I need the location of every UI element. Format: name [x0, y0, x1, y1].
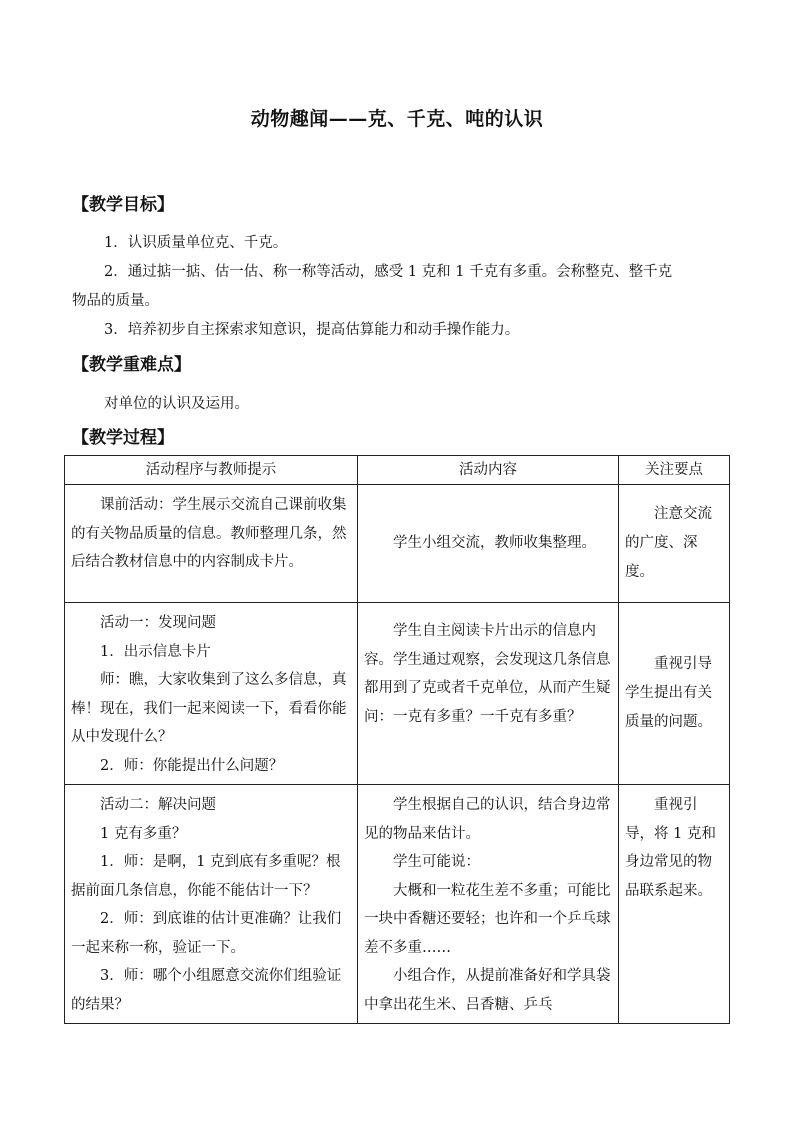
- procedure-cell: [65, 603, 358, 785]
- cell-text: 师：瞧，大家收集到了这么多信息，真棒！现在，我们一起来阅读一下，看看你能从中发现什么？: [71, 672, 347, 745]
- cell-text: 2．师：到底谁的估计更准确？让我们一起来称一称，验证一下。: [71, 911, 342, 956]
- cell-text: 学生小组交流，教师收集整理。: [393, 535, 596, 551]
- cell-text: 学生自主阅读卡片出示的信息内容。学生通过观察，会发现这几条信息都用到了克或者千克单位，从而产生疑问：一克有多重？一千克有多重？: [364, 623, 611, 725]
- content-cell: [358, 603, 619, 785]
- table-header-row: [65, 456, 730, 485]
- cell-text: 大概和一粒花生差不多重；可能比一块中香糖还要轻；也许和一个乒乓球差不多重……: [364, 882, 611, 956]
- cell-text: 3．师：哪个小组愿意交流你们组验证的结果？: [71, 968, 342, 1013]
- goals-heading: 【教学目标】: [72, 195, 174, 215]
- key-points-heading: 【教学重难点】: [72, 355, 191, 375]
- goal-item: 2．通过掂一掂、估一估、称一称等活动，感受 1 克和 1 千克有多重。会称整克、整千克: [104, 264, 673, 280]
- goal-item: 3．培养初步自主探索求知意识，提高估算能力和动手操作能力。: [104, 322, 520, 338]
- cell-text: 活动一：发现问题: [100, 615, 216, 631]
- cell-text: 2．师：你能提出什么问题？: [100, 757, 284, 774]
- table-row: [65, 485, 730, 603]
- cell-text: 1 克有多重？: [100, 825, 187, 842]
- focus-cell: [619, 785, 730, 1024]
- cell-text: 学生根据自己的认识，结合身边常见的物品来估计。: [364, 797, 611, 842]
- cell-text: 重视引导学生提出有关质量的问题。: [625, 656, 712, 730]
- header-activity-procedure: 活动程序与教师提示: [65, 456, 358, 485]
- cell-text: 学生可能说：: [393, 854, 480, 870]
- procedure-cell: [65, 785, 358, 1024]
- page-title: 动物趣闻——克、千克、吨的认识: [250, 108, 544, 130]
- cell-text: 重视引导，将 1 克和身边常见的物品联系起来。: [625, 797, 716, 899]
- header-focus-points: 关注要点: [619, 456, 730, 485]
- focus-cell: [619, 485, 730, 603]
- process-heading: 【教学过程】: [72, 428, 174, 448]
- cell-text: 小组合作，从提前准备好和学具袋中拿出花生米、吕香糖、乒乓: [364, 968, 611, 1013]
- cell-text: 1．出示信息卡片: [100, 643, 211, 660]
- goal-item-continued: 物品的质量。: [72, 293, 159, 309]
- cell-text: 课前活动：学生展示交流自己课前收集的有关物品质量的信息。教师整理几条，然后结合教材信息中的内容制成卡片。: [71, 497, 347, 570]
- goal-item: 1．认识质量单位克、千克。: [104, 235, 288, 251]
- cell-text: 1．师：是啊，1 克到底有多重呢？根据前面几条信息，你能不能估计一下？: [71, 854, 341, 899]
- focus-cell: [619, 603, 730, 785]
- table-row: [65, 603, 730, 785]
- table-row: [65, 785, 730, 1024]
- key-point-text: 对单位的认识及运用。: [104, 396, 249, 412]
- header-activity-content: 活动内容: [358, 456, 619, 485]
- cell-text: 注意交流的广度、深度。: [625, 506, 712, 580]
- content-cell: [358, 485, 619, 603]
- content-cell: [358, 785, 619, 1024]
- process-table: [64, 455, 730, 1024]
- procedure-cell: [65, 485, 358, 603]
- cell-text: 活动二：解决问题: [100, 797, 216, 813]
